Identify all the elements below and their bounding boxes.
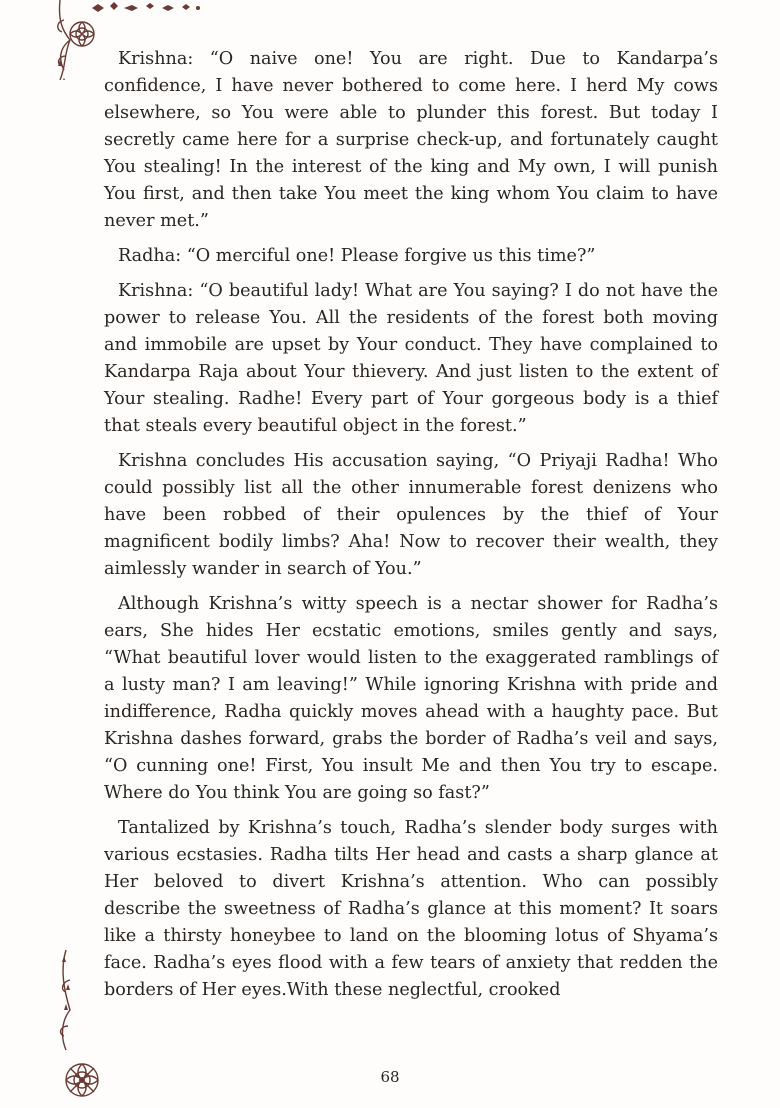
paragraph: Radha: “O merciful one! Please forgive us this time?” [118, 246, 596, 266]
paragraph: Krishna: “O beautiful lady! What are You saying? I do not have the power to release You. All the residents of the forest both moving and immobile are upset by Your conduct. They have complained to Kandarpa Raja about Your thievery. And just listen to the extent of Your stealing. Radhe! Every part of Your gorgeous body is a thief that steals every beautiful object in the forest.” [104, 281, 718, 436]
body-text [104, 46, 718, 1012]
page-number: 68 [380, 1068, 400, 1086]
paragraph: Krishna: “O naive one! You are right. Due to Kandarpa’s confidence, I have never bothered to come here. I herd My cows elsewhere, so You were able to plunder this forest. But today I secretly came here for a surprise check-up, and fortunately caught You stealing! In the interest of the king and My own, I will punish You first, and then take You meet the king whom You claim to have never met.” [104, 49, 718, 231]
paragraph: Krishna concludes His accusation saying, “O Priyaji Radha! Who could possibly list all the other innumerable forest denizens who have been robbed of their opulences by the thief of Your magnificent bodily limbs? Aha! Now to recover their wealth, they aimlessly wander in search of You.” [104, 451, 718, 579]
paragraph: Although Krishna’s witty speech is a nectar shower for Radha’s ears, She hides Her ecstatic emotions, smiles gently and says, “What beautiful lover would listen to the exaggerated ramblings of a lusty man? I am leaving!” While ignoring Krishna with pride and indifference, Radha quickly moves ahead with a haughty pace. But Krishna dashes forward, grabs the border of Radha’s veil and says, “O cunning one! First, You insult Me and then You try to escape. Where do You think You are going so fast?” [104, 594, 718, 803]
paragraph: Tantalized by Krishna’s touch, Radha’s slender body surges with various ecstasies. Radha tilts Her head and casts a sharp glance at Her beloved to divert Krishna’s attention. Who can possibly describe the sweetness of Radha’s glance at this moment? It soars like a thirsty honeybee to land on the blooming lotus of Shyama’s face. Radha’s eyes flood with a few tears of anxiety that redden the borders of Her eyes.With these neglectful, crooked [104, 818, 718, 1000]
